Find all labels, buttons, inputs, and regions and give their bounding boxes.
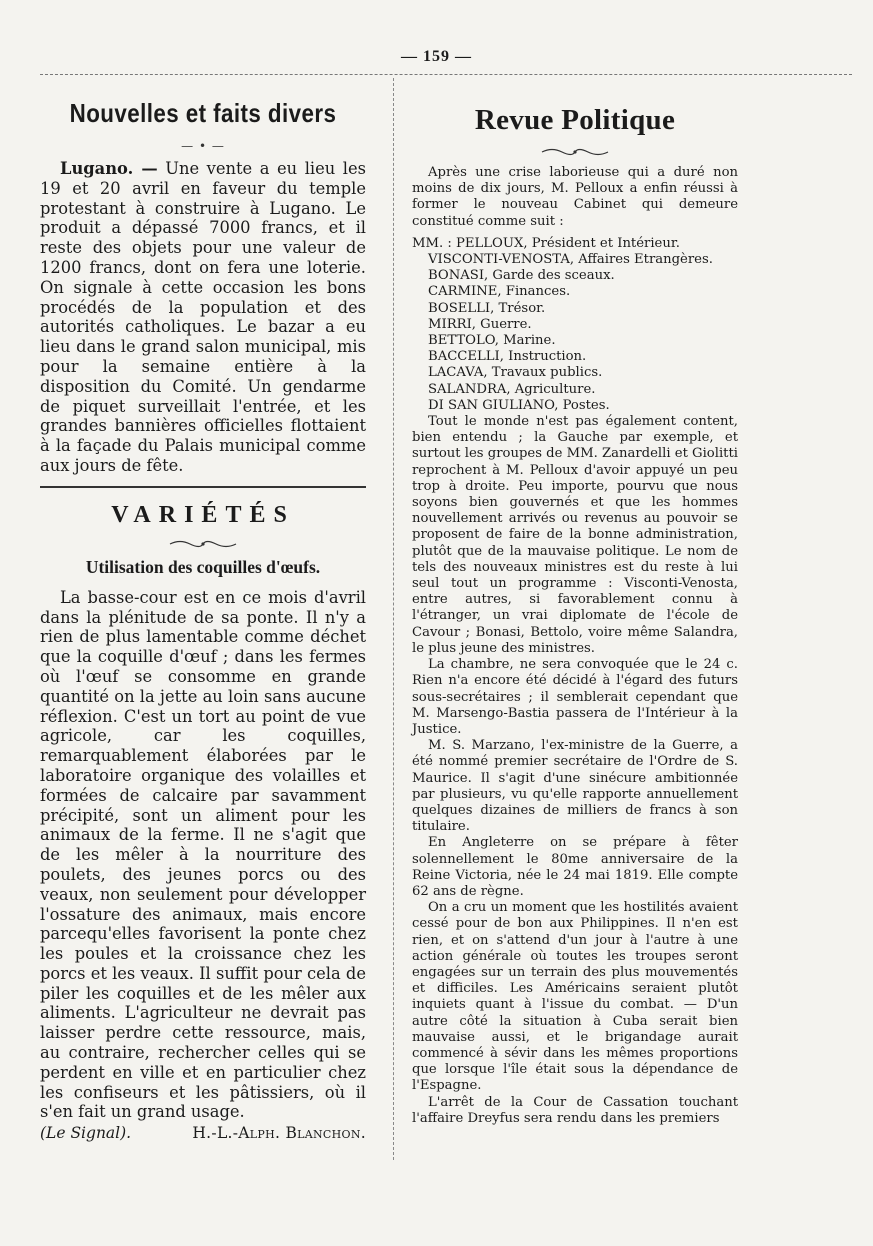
lugano-article (40, 159, 366, 476)
revue-ornament (540, 147, 610, 157)
revue-paragraph: La chambre, ne sera convoquée que le 24 c. Rien n'a encore été décidé à l'égard des futurs sous-secrétaires ; il semblerait cependant que M. Marsengo-Bastia passera de l'Intérieur à la Justice. (412, 657, 738, 737)
article-signature (40, 1124, 366, 1142)
cabinet-member: BOSELLI, Trésor. (428, 300, 546, 316)
cabinet-member: BONASI, Garde des sceaux. (428, 268, 615, 284)
lugano-lead: Lugano. — (60, 159, 158, 178)
varietes-title: VARIÉTÉS (111, 501, 295, 528)
cabinet-member: SALANDRA, Agriculture. (428, 381, 596, 397)
article-author: H.-L.-Alph. Blanchon. (192, 1124, 366, 1143)
cabinet-member: BETTOLO, Marine. (428, 333, 556, 349)
revue-politique-title: Revue Politique (474, 104, 676, 136)
cabinet-member: VISCONTI-VENOSTA, Affaires Etrangères. (428, 252, 713, 268)
column-separator (393, 78, 394, 1160)
cabinet-list (428, 252, 738, 414)
cabinet-member: MIRRI, Guerre. (428, 316, 532, 332)
cabinet-head: MM. : PELLOUX, Président et Intérieur. (412, 235, 680, 251)
lugano-text: Une vente a eu lieu les 19 et 20 avril en faveur du temple protestant à construire à Lugano. Le produit a dépassé 7000 francs, et il reste des objets pour une valeur de 1200 francs, dont on fera une loterie. On signale à cette occasion les bons procédés de la population et des autorités catholiques. Le bazar a eu lieu dans le grand salon municipal, mis pour la semaine entière à la disposition du Comité. Un gendarme de piquet surveillait l'entrée, et les grandes bannières officielles flottaient à la façade du Palais municipal comme aux jours de fête. (40, 159, 366, 475)
left-column (40, 92, 366, 1142)
right-column (412, 92, 738, 1127)
top-rule (40, 74, 852, 75)
revue-paragraph: M. S. Marzano, l'ex-ministre de la Guerre, a été nommé premier secrétaire de l'Ordre de S. Maurice. Il s'agit d'une sinécure ambitionnée par plusieurs, vu qu'elle rapporte annuellement quelques dizaines de milliers de francs à son titulaire. (412, 738, 738, 835)
revue-paragraph: L'arrêt de la Cour de Cassation touchant l'affaire Dreyfus sera rendu dans les premiers (412, 1094, 738, 1126)
cabinet-member: LACAVA, Travaux publics. (428, 365, 603, 381)
cabinet-member: BACCELLI, Instruction. (428, 349, 587, 365)
revue-intro: Après une crise laborieuse qui a duré non moins de dix jours, M. Pelloux a enfin réussi à former le nouveau Cabinet qui demeure constitué comme suit : (412, 165, 738, 229)
section-rule (40, 486, 366, 488)
revue-body (412, 165, 738, 1127)
article-title: Utilisation des coquilles d'œufs. (85, 556, 321, 577)
cabinet-member: DI SAN GIULIANO, Postes. (428, 397, 610, 413)
varietes-ornament (168, 539, 238, 549)
article-source: (Le Signal). (40, 1124, 132, 1143)
revue-paragraph: En Angleterre on se prépare à fêter solennellement le 80me anniversaire de la Reine Victoria, née le 24 mai 1819. Elle compte 62 ans de règne. (412, 835, 738, 899)
coquilles-article: La basse-cour est en ce mois d'avril dans la plénitude de sa ponte. Il n'y a rien de plus lamentable comme déchet que la coquille d'œuf ; dans les fermes où l'œuf se consomme en grande quantité on la jette au loin sans aucune réflexion. C'est un tort au point de vue agricole, car les coquilles, remarquablement élaborées par le laboratoire organique des volailles et formées de calcaire par savamment précipité, sont un aliment pour les animaux de la ferme. Il ne s'agit que de les mêler à la nourriture des poulets, des jeunes porcs ou des veaux, non seulement pour développer l'ossature des animaux, mais encore parcequ'elles favorisent la ponte chez les poules et la croissance chez les porcs et les veaux. Il suffit pour cela de piler les coquilles et de les mêler aux aliments. L'agriculteur ne devrait pas laisser perdre cette ressource, mais, au contraire, rechercher celles qui se perdent en ville et en particulier chez les confiseurs et les pâtissiers, où il s'en fait un grand usage. (40, 587, 366, 1122)
page-number: — 159 — (401, 48, 472, 65)
nouvelles-title: Nouvelles et faits divers (69, 98, 337, 128)
title-ornament: — • — (181, 139, 225, 153)
revue-paragraph: Tout le monde n'est pas également content, bien entendu ; la Gauche par exemple, et surtout les groupes de MM. Zanardelli et Giolitti reprochent à M. Pelloux d'avoir appuyé un peu trop à droite. Peu importe, pourvu que nous soyons bien gouvernés et que les hommes nouvellement arrivés ou revenus au pouvoir se proposent de faire de la bonne administration, plutôt que de la mauvaise politique. Le nom de tels des nouveaux ministres est du reste à lui seul tout un programme : Visconti-Venosta, entre autres, si favorablement connu à l'étranger, un vrai diplomate de l'école de Cavour ; Bonasi, Bettolo, voire même Salandra, le plus jeune des ministres. (412, 414, 738, 656)
cabinet-member: CARMINE, Finances. (428, 284, 571, 300)
revue-paragraph: On a cru un moment que les hostilités avaient cessé pour de bon aux Philippines. Il n'en est rien, et on s'attend d'un jour à l'autre à une action générale où toutes les troupes seront engagées sur un terrain des plus mouvementés et difficiles. Les Américains seraient plutôt inquiets quant à l'issue du combat. — D'un autre côté la situation à Cuba serait bien mauvaise aussi, et le brigandage aurait commencé à sévir dans les mêmes proportions que lorsque l'île était sous la dépendance de l'Espagne. (412, 900, 738, 1094)
